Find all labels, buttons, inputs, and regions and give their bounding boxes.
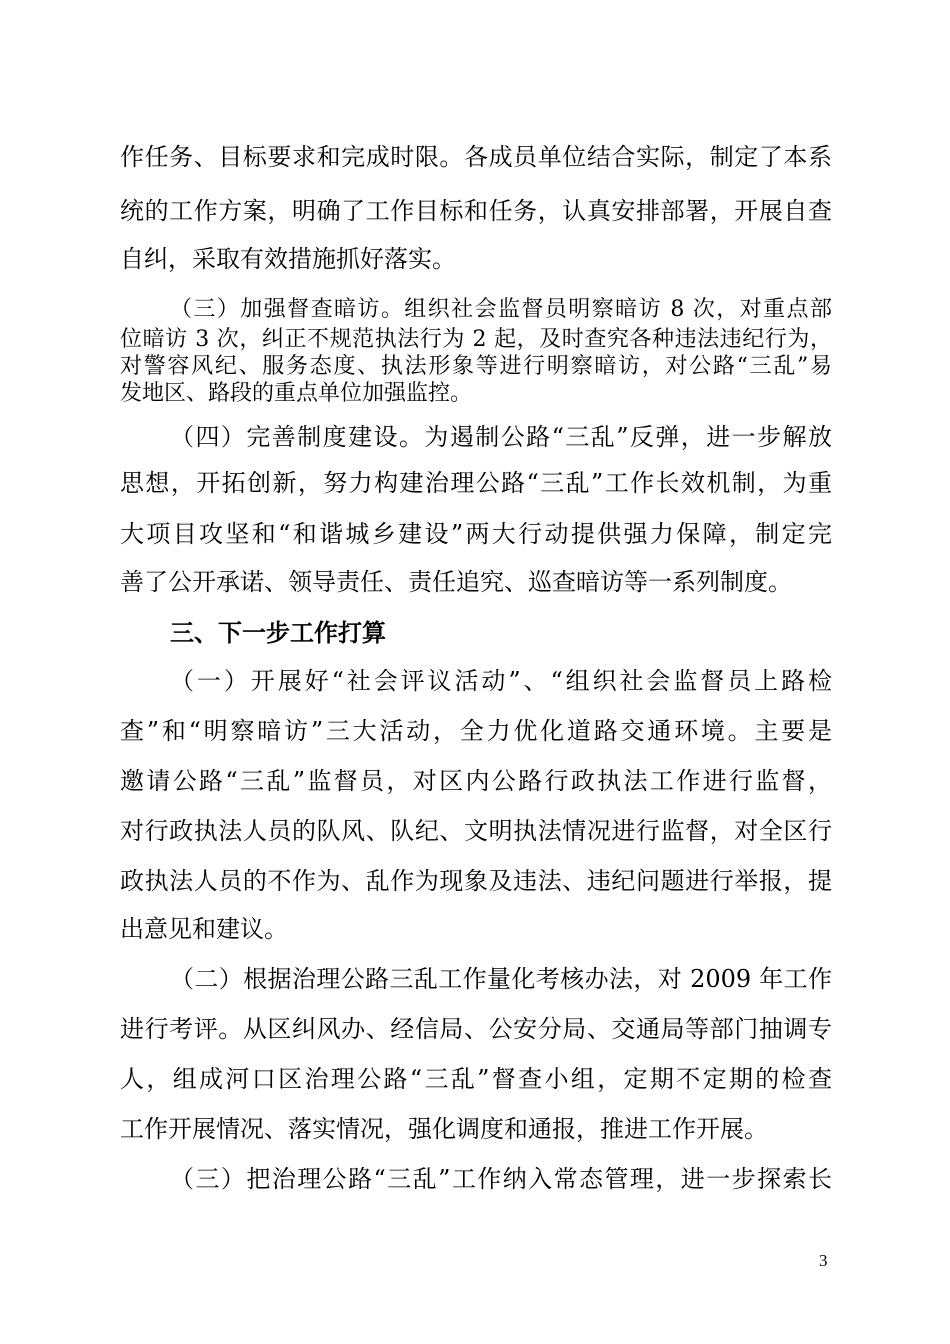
para-2-line-4: 发地区、路段的重点单位加强监控。 (120, 381, 473, 406)
para-2-line-1: （三）加强督查暗访。组织社会监督员明察暗访 8 次，对重点部 (170, 297, 832, 322)
para-2-line-3: 对警容风纪、服务态度、执法形象等进行明察暗访，对公路“三乱”易 (120, 354, 832, 379)
para-5-line-3: 人，组成河口区治理公路“三乱”督查小组，定期不定期的检查 (120, 1065, 832, 1093)
para-1-line-2: 统的工作方案，明确了工作目标和任务，认真安排部署，开展自查 (120, 197, 832, 225)
para-3-line-4: 善了公开承诺、领导责任、责任追究、巡查暗访等一系列制度。 (120, 568, 792, 596)
para-1-line-1: 作任务、目标要求和完成时限。各成员单位结合实际，制定了本系 (120, 143, 832, 171)
para-3-line-1: （四）完善制度建设。为遏制公路“三乱”反弹，进一步解放 (170, 423, 832, 451)
para-4-line-4: 对行政执法人员的队风、队纪、文明执法情况进行监督，对全区行 (120, 817, 832, 845)
para-3-line-2: 思想，开拓创新，努力构建治理公路“三乱”工作长效机制，为重 (120, 469, 832, 497)
section-heading: 三、下一步工作打算 (170, 619, 386, 647)
para-1-line-3: 自纠，采取有效措施抓好落实。 (120, 245, 456, 273)
para-3-line-3: 大项目攻坚和“和谐城乡建设”两大行动提供强力保障，制定完 (120, 520, 832, 548)
para-2-line-2: 位暗访 3 次，纠正不规范执法行为 2 起，及时查究各种违法违纪行为， (120, 327, 832, 352)
page-number: 3 (819, 1251, 828, 1270)
para-4-line-3: 邀请公路“三乱”监督员，对区内公路行政执法工作进行监督， (120, 767, 832, 795)
para-5-line-1: （二）根据治理公路三乱工作量化考核办法，对 2009 年工作 (170, 965, 832, 993)
para-5-line-2: 进行考评。从区纠风办、经信局、公安分局、交通局等部门抽调专 (120, 1015, 832, 1043)
para-6-line-1: （三）把治理公路“三乱”工作纳入常态管理，进一步探索长 (170, 1165, 832, 1193)
para-4-line-2: 查”和“明察暗访”三大活动，全力优化道路交通环境。主要是 (120, 717, 832, 745)
para-4-line-6: 出意见和建议。 (120, 915, 288, 943)
para-4-line-1: （一）开展好“社会评议活动”、“组织社会监督员上路检 (170, 667, 832, 695)
para-5-line-4: 工作开展情况、落实情况，强化调度和通报，推进工作开展。 (120, 1115, 768, 1143)
para-4-line-5: 政执法人员的不作为、乱作为现象及违法、违纪问题进行举报，提 (120, 867, 832, 895)
